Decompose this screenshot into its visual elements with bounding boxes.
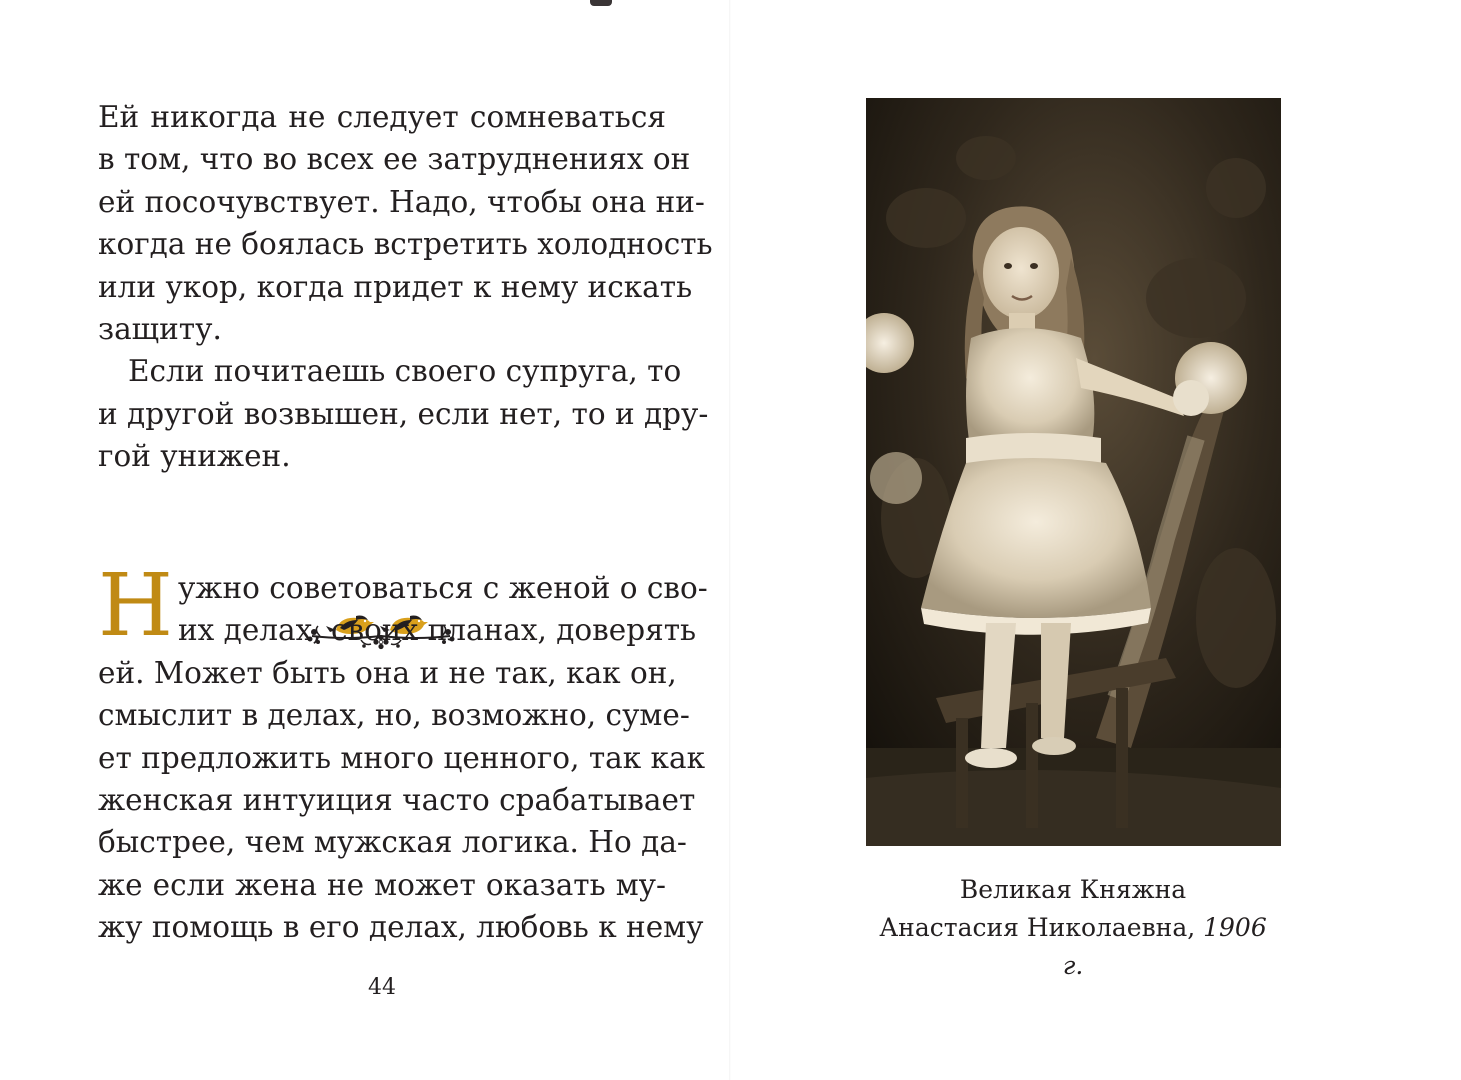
text-line: Ей никогда не следует сомневаться (98, 100, 666, 134)
text-line: быстрее, чем мужская логика. Но да- (98, 825, 687, 860)
caption-year: 1906 г. (1062, 913, 1267, 980)
drop-cap: Н (98, 556, 173, 656)
text-line: жу помощь в его делах, любовь к нему (98, 910, 704, 945)
text-line: Если почитаешь своего супруга, то (128, 354, 682, 389)
text-line: когда не боялась встретить холодность (98, 227, 713, 262)
paragraph-1 (98, 96, 713, 350)
text-line: ет предложить много ценного, так как (98, 740, 706, 775)
photo-caption (868, 871, 1278, 985)
text-line: гой унижен. (98, 439, 291, 474)
portrait-photo (866, 98, 1281, 846)
text-line: ей. Может быть она и не так, как он, (98, 655, 677, 690)
paragraph-2 (98, 350, 709, 477)
left-page (98, 96, 713, 1000)
page-edge-mark (590, 0, 612, 6)
caption-name: Анастасия Николаевна, (879, 913, 1196, 942)
text-line: ей посочувствует. Надо, чтобы она ни- (98, 184, 705, 219)
text-line: ужно советоваться с женой о сво- (178, 571, 708, 605)
text-line: их делах, своих планах, доверять (178, 613, 697, 648)
paragraph-3-text (98, 567, 708, 949)
text-line: смыслит в делах, но, возможно, суме- (98, 698, 690, 733)
portrait-image-icon (866, 98, 1281, 846)
book-gutter (729, 0, 731, 1080)
text-line: женская интуиция часто срабатывает (98, 783, 696, 818)
text-line: и другой возвышен, если нет, то и дру- (98, 396, 709, 431)
text-line: или укор, когда придет к нему искать (98, 269, 693, 304)
text-line: же если жена не может оказать му- (98, 867, 666, 902)
text-line: в том, что во всех ее затруднениях он (98, 142, 691, 177)
page-number: 44 (368, 975, 396, 1000)
text-line: защиту. (98, 312, 222, 347)
caption-line-2 (868, 909, 1278, 985)
caption-line-1: Великая Княжна (959, 875, 1187, 904)
